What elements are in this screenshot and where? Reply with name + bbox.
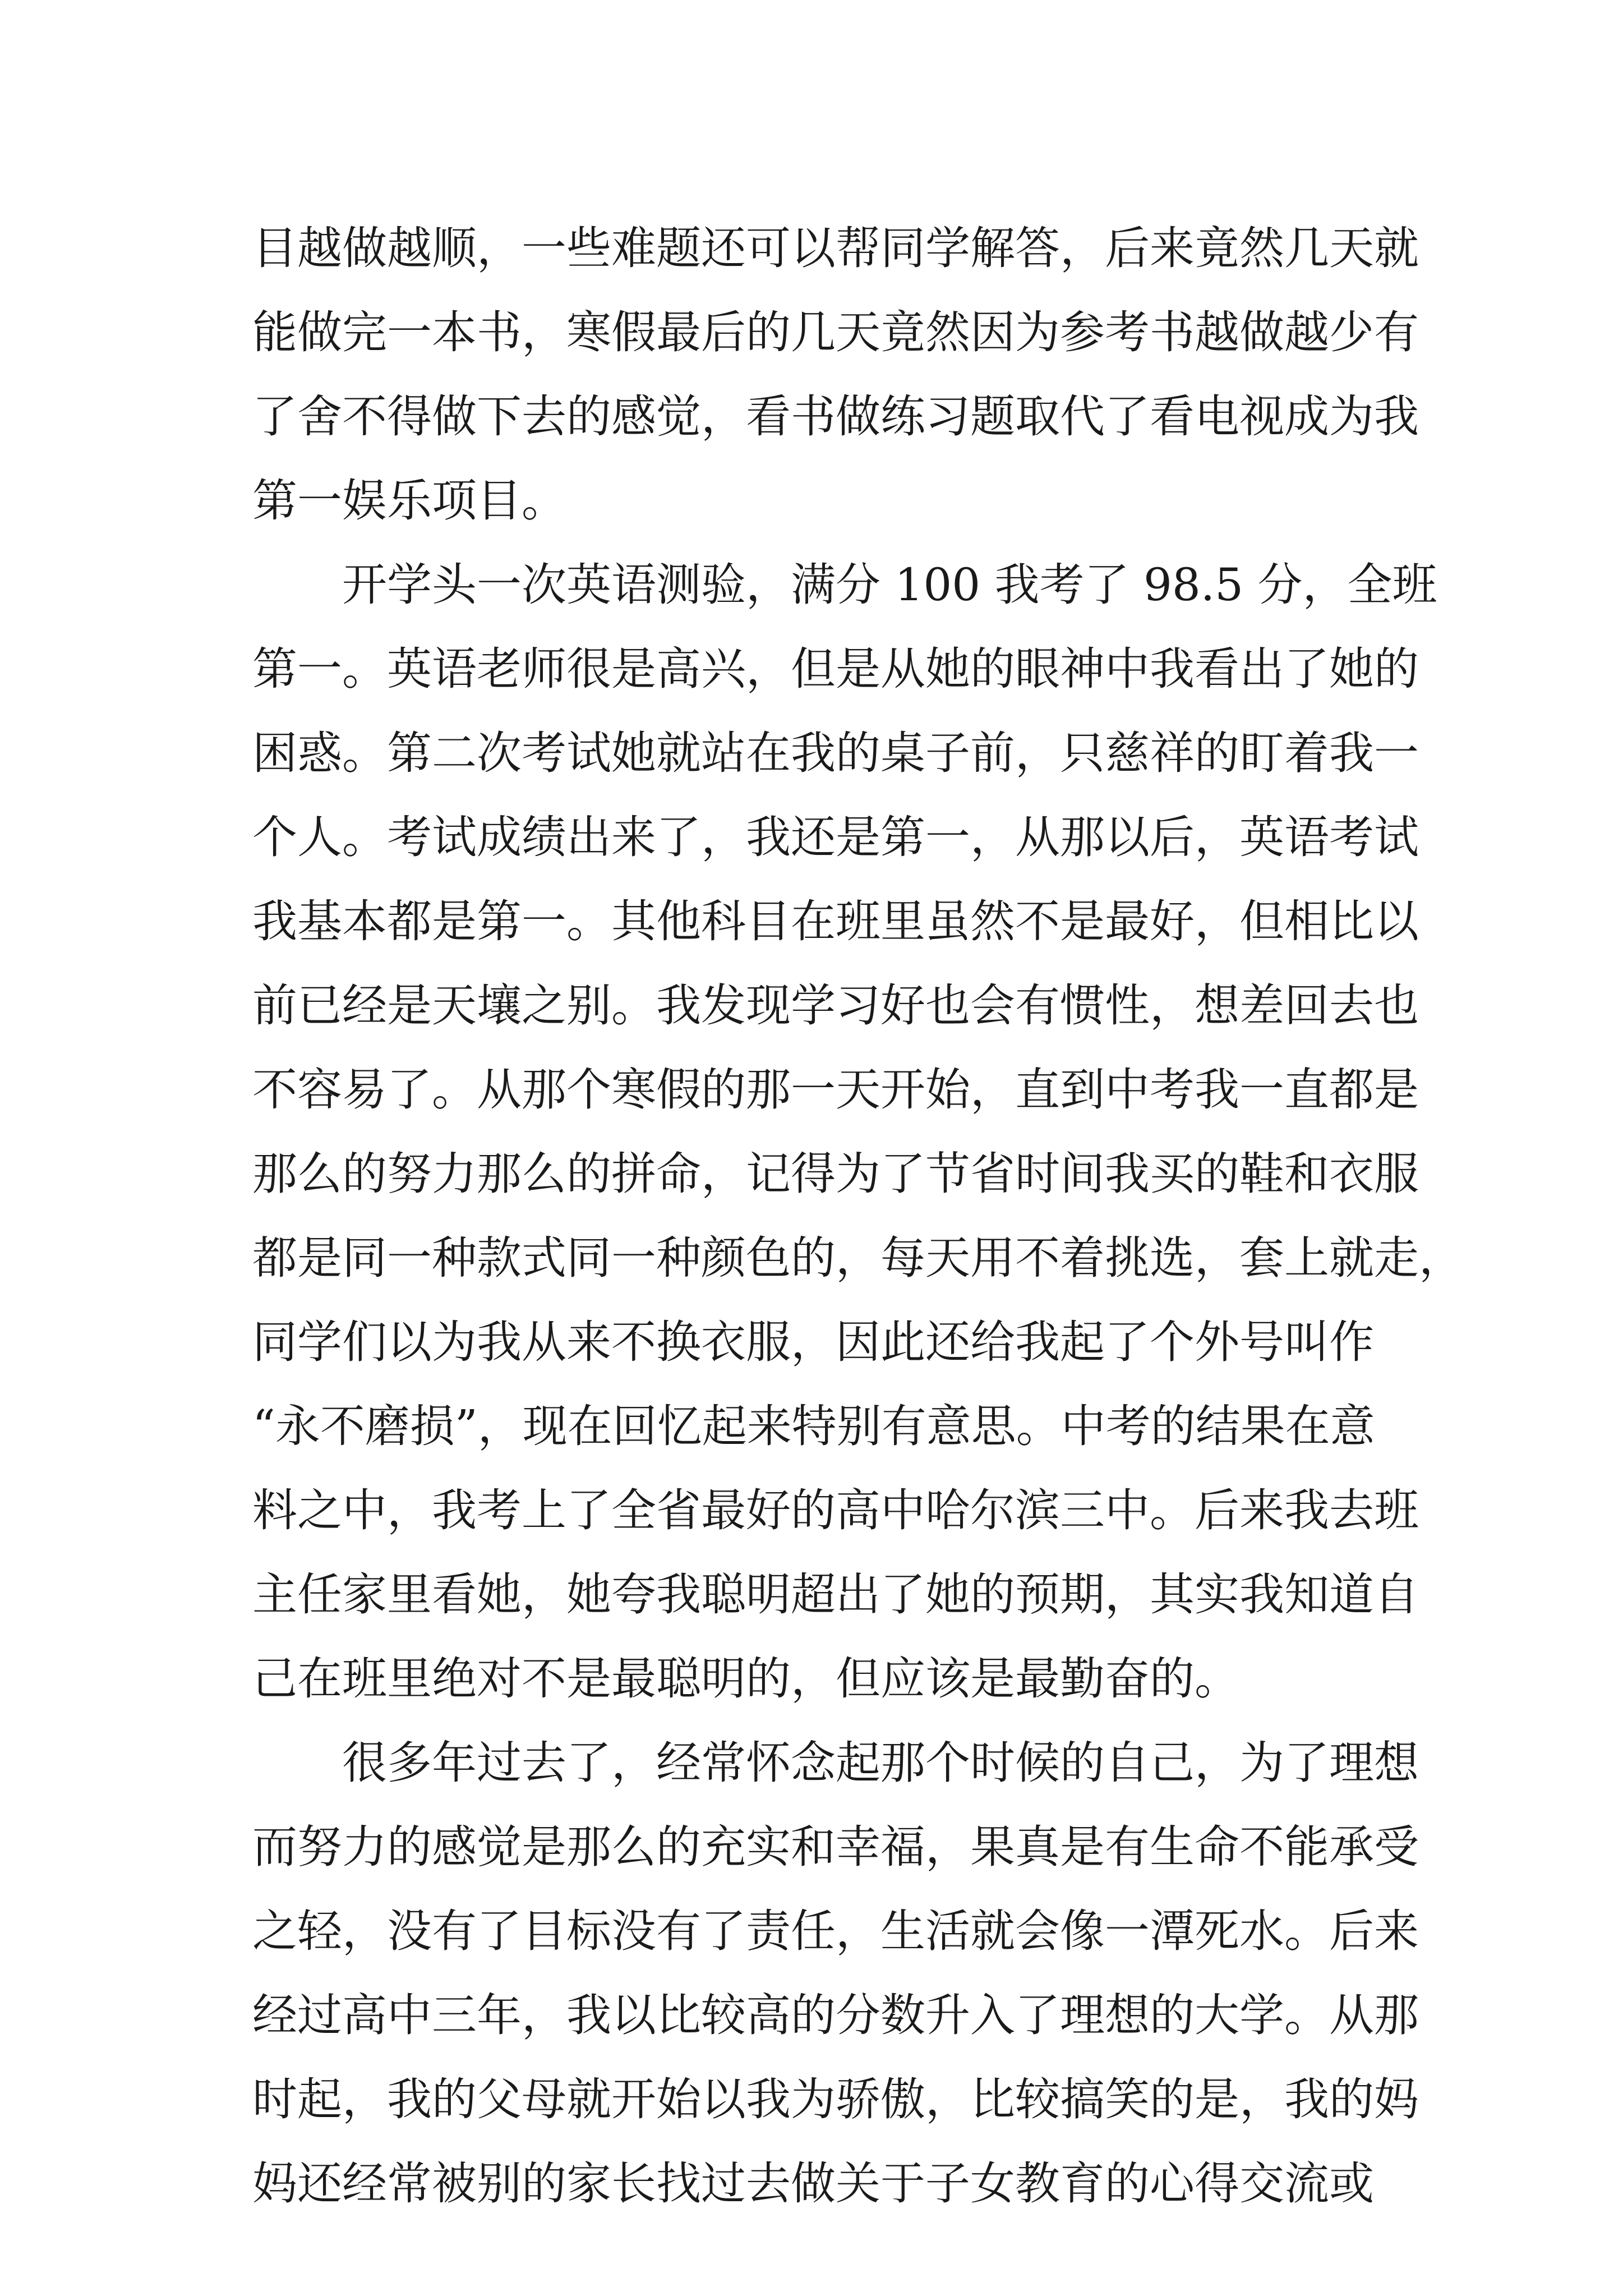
text-line: 都是同一种款式同一种颜色的，每天用不着挑选，套上就走，	[252, 1232, 1464, 1284]
text-line: 第一。英语老师很是高兴，但是从她的眼神中我看出了她的	[252, 643, 1419, 695]
body-text	[252, 206, 1464, 2226]
text-line: 妈还经常被别的家长找过去做关于子女教育的心得交流或	[252, 2157, 1374, 2210]
text-line: “永不磨损”，现在回忆起来特别有意思。中考的结果在意	[252, 1400, 1375, 1452]
paragraph-3	[252, 1721, 1419, 2226]
text-line: 同学们以为我从来不换衣服，因此还给我起了个外号叫作	[252, 1316, 1374, 1368]
paragraph-1	[252, 206, 1419, 543]
text-line: 目越做越顺，一些难题还可以帮同学解答，后来竟然几天就	[252, 222, 1419, 274]
text-line: 时起，我的父母就开始以我为骄傲，比较搞笑的是，我的妈	[252, 2073, 1419, 2125]
text-line: 能做完一本书，寒假最后的几天竟然因为参考书越做越少有	[252, 306, 1419, 358]
text-line: 了舍不得做下去的感觉，看书做练习题取代了看电视成为我	[252, 390, 1419, 443]
text-line: 很多年过去了，经常怀念起那个时候的自己，为了理想	[342, 1737, 1419, 1789]
text-line: 己在班里绝对不是最聪明的，但应该是最勤奋的。	[252, 1653, 1239, 1705]
text-line: 而努力的感觉是那么的充实和幸福，果真是有生命不能承受	[252, 1821, 1419, 1873]
text-line: 不容易了。从那个寒假的那一天开始，直到中考我一直都是	[252, 1064, 1419, 1116]
text-line: 之轻，没有了目标没有了责任，生活就会像一潭死水。后来	[252, 1905, 1419, 1957]
text-line: 个人。考试成绩出来了，我还是第一，从那以后，英语考试	[252, 811, 1419, 863]
text-line: 主任家里看她，她夸我聪明超出了她的预期，其实我知道自	[252, 1568, 1419, 1621]
text-line: 我基本都是第一。其他科目在班里虽然不是最好，但相比以	[252, 895, 1419, 947]
text-line: 第一娱乐项目。	[252, 475, 566, 527]
text-line: 开学头一次英语测验，满分 100 我考了 98.5 分，全班	[342, 559, 1437, 611]
text-line: 前已经是天壤之别。我发现学习好也会有惯性，想差回去也	[252, 979, 1419, 1032]
text-line: 困惑。第二次考试她就站在我的桌子前，只慈祥的盯着我一	[252, 727, 1419, 779]
text-line: 那么的努力那么的拼命，记得为了节省时间我买的鞋和衣服	[252, 1148, 1419, 1200]
paragraph-2	[252, 543, 1464, 1721]
text-line: 经过高中三年，我以比较高的分数升入了理想的大学。从那	[252, 1989, 1419, 2041]
text-line: 料之中，我考上了全省最好的高中哈尔滨三中。后来我去班	[252, 1484, 1419, 1536]
